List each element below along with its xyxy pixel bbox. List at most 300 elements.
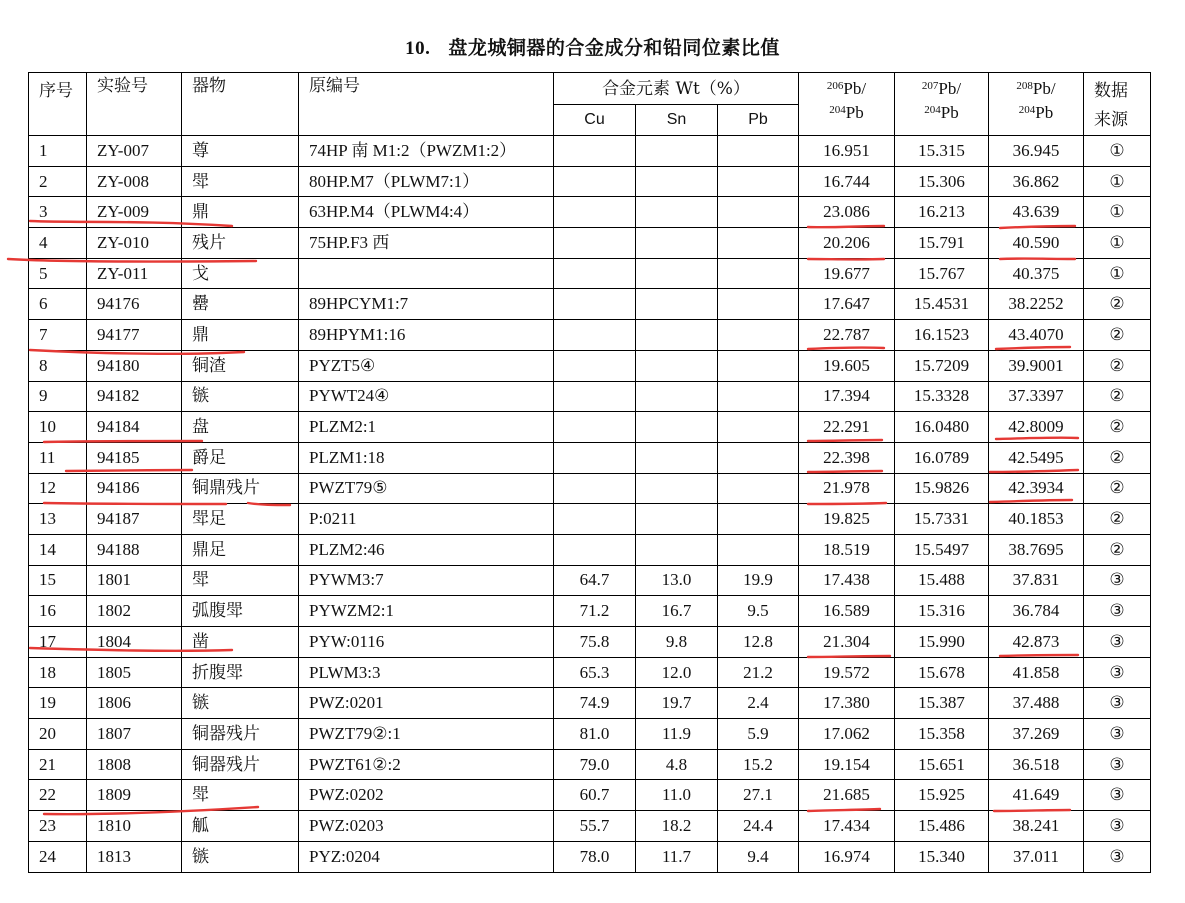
source-cell: ③: [1084, 719, 1151, 750]
pb-cell: [718, 534, 799, 565]
orig-id-cell: PYWZM2:1: [299, 596, 554, 627]
artifact-cell: 斝: [182, 565, 299, 596]
orig-id-cell: PLWM3:3: [299, 657, 554, 688]
pb-cell: [718, 442, 799, 473]
pb-cell: [718, 473, 799, 504]
source-cell: ③: [1084, 749, 1151, 780]
seq-cell: 9: [29, 381, 87, 412]
lab-id-cell: 94188: [87, 534, 182, 565]
artifact-cell: 镞: [182, 688, 299, 719]
lab-id-cell: 1802: [87, 596, 182, 627]
orig-id-cell: 63HP.M4（PLWM4:4）: [299, 197, 554, 228]
sn-cell: [636, 473, 718, 504]
ratio-207-cell: 15.651: [895, 749, 989, 780]
ratio-207-cell: 15.316: [895, 596, 989, 627]
artifact-cell: 铜器残片: [182, 719, 299, 750]
ratio-208-cell: 41.649: [989, 780, 1084, 811]
seq-cell: 22: [29, 780, 87, 811]
seq-cell: 3: [29, 197, 87, 228]
lab-id-cell: ZY-008: [87, 166, 182, 197]
source-cell: ①: [1084, 228, 1151, 259]
ratio-207-cell: 16.1523: [895, 320, 989, 351]
sn-cell: 16.7: [636, 596, 718, 627]
ratio-208-cell: 41.858: [989, 657, 1084, 688]
ratio-208-cell: 38.2252: [989, 289, 1084, 320]
cu-cell: [554, 350, 636, 381]
pb-cell: 19.9: [718, 565, 799, 596]
pb-cell: 12.8: [718, 627, 799, 658]
header-orig-id: 原编号: [299, 73, 554, 136]
orig-id-cell: PWZ:0203: [299, 811, 554, 842]
ratio-207-cell: 15.5497: [895, 534, 989, 565]
pb-cell: 5.9: [718, 719, 799, 750]
orig-id-cell: 80HP.M7（PLWM7:1）: [299, 166, 554, 197]
table-row: [29, 412, 1151, 443]
lab-id-cell: 1805: [87, 657, 182, 688]
seq-cell: 13: [29, 504, 87, 535]
cu-cell: 55.7: [554, 811, 636, 842]
sn-cell: 12.0: [636, 657, 718, 688]
ratio-207-cell: 16.0480: [895, 412, 989, 443]
artifact-cell: 镞: [182, 381, 299, 412]
ratio-206-cell: 17.647: [799, 289, 895, 320]
cu-cell: [554, 197, 636, 228]
sn-cell: [636, 197, 718, 228]
seq-cell: 7: [29, 320, 87, 351]
pb-cell: [718, 228, 799, 259]
header-cu: Cu: [554, 105, 636, 136]
table-row: [29, 657, 1151, 688]
pb-cell: [718, 166, 799, 197]
header-206-204: $^{206}$Pb/ $^{204}$Pb: [799, 73, 895, 136]
seq-cell: 6: [29, 289, 87, 320]
lab-id-cell: 94182: [87, 381, 182, 412]
lab-id-cell: 94184: [87, 412, 182, 443]
ratio-206-cell: 22.398: [799, 442, 895, 473]
ratio-206-cell: 17.062: [799, 719, 895, 750]
ratio-206-cell: 19.825: [799, 504, 895, 535]
cu-cell: [554, 442, 636, 473]
cu-cell: [554, 534, 636, 565]
ratio-206-cell: 23.086: [799, 197, 895, 228]
ratio-206-cell: 17.434: [799, 811, 895, 842]
sn-cell: [636, 289, 718, 320]
lab-id-cell: ZY-011: [87, 258, 182, 289]
source-cell: ①: [1084, 258, 1151, 289]
cu-cell: 64.7: [554, 565, 636, 596]
sn-cell: [636, 504, 718, 535]
artifact-cell: 鼎: [182, 197, 299, 228]
pb-cell: [718, 381, 799, 412]
table-caption: 盘龙城铜器的合金成分和铅同位素比值: [448, 37, 780, 59]
orig-id-cell: PWZT79⑤: [299, 473, 554, 504]
lab-id-cell: 1806: [87, 688, 182, 719]
source-cell: ③: [1084, 657, 1151, 688]
cu-cell: [554, 381, 636, 412]
seq-cell: 2: [29, 166, 87, 197]
seq-cell: 12: [29, 473, 87, 504]
table-title: [0, 33, 1185, 60]
pb-cell: [718, 320, 799, 351]
artifact-cell: 铜器残片: [182, 749, 299, 780]
ratio-206-cell: 19.154: [799, 749, 895, 780]
ratio-206-cell: 21.978: [799, 473, 895, 504]
table-row: [29, 504, 1151, 535]
source-cell: ③: [1084, 780, 1151, 811]
lab-id-cell: 1801: [87, 565, 182, 596]
ratio-206-cell: 21.685: [799, 780, 895, 811]
sn-cell: 13.0: [636, 565, 718, 596]
source-cell: ③: [1084, 627, 1151, 658]
pb-cell: 15.2: [718, 749, 799, 780]
sn-cell: [636, 228, 718, 259]
artifact-cell: 戈: [182, 258, 299, 289]
source-cell: ③: [1084, 811, 1151, 842]
alloy-isotope-table: [28, 72, 1151, 873]
header-pb: Pb: [718, 105, 799, 136]
artifact-cell: 罍: [182, 289, 299, 320]
ratio-208-cell: 37.3397: [989, 381, 1084, 412]
orig-id-cell: [299, 258, 554, 289]
table-row: [29, 166, 1151, 197]
ratio-207-cell: 15.306: [895, 166, 989, 197]
lab-id-cell: 1804: [87, 627, 182, 658]
cu-cell: [554, 136, 636, 167]
ratio-206-cell: 17.394: [799, 381, 895, 412]
lab-id-cell: 1808: [87, 749, 182, 780]
table-row: [29, 596, 1151, 627]
artifact-cell: 鼎足: [182, 534, 299, 565]
source-cell: ①: [1084, 166, 1151, 197]
pb-cell: 21.2: [718, 657, 799, 688]
sn-cell: [636, 258, 718, 289]
lab-id-cell: 1810: [87, 811, 182, 842]
table-row: [29, 258, 1151, 289]
pb-cell: 2.4: [718, 688, 799, 719]
orig-id-cell: PWZ:0201: [299, 688, 554, 719]
sn-cell: [636, 350, 718, 381]
table-row: [29, 350, 1151, 381]
sn-cell: 9.8: [636, 627, 718, 658]
lab-id-cell: ZY-010: [87, 228, 182, 259]
ratio-208-cell: 37.831: [989, 565, 1084, 596]
source-cell: ②: [1084, 473, 1151, 504]
lab-id-cell: 94176: [87, 289, 182, 320]
lab-id-cell: 94180: [87, 350, 182, 381]
pb-cell: [718, 197, 799, 228]
ratio-208-cell: 37.011: [989, 841, 1084, 872]
orig-id-cell: 75HP.F3 西: [299, 228, 554, 259]
pb-cell: 24.4: [718, 811, 799, 842]
header-alloy-group: 合金元素 Wt（%）: [554, 73, 799, 105]
source-cell: ②: [1084, 381, 1151, 412]
table-row: [29, 473, 1151, 504]
pb-cell: [718, 350, 799, 381]
ratio-208-cell: 42.3934: [989, 473, 1084, 504]
ratio-208-cell: 40.1853: [989, 504, 1084, 535]
seq-cell: 17: [29, 627, 87, 658]
source-cell: ③: [1084, 841, 1151, 872]
ratio-208-cell: 38.241: [989, 811, 1084, 842]
cu-cell: 74.9: [554, 688, 636, 719]
orig-id-cell: PWZ:0202: [299, 780, 554, 811]
seq-cell: 5: [29, 258, 87, 289]
ratio-206-cell: 16.974: [799, 841, 895, 872]
artifact-cell: 残片: [182, 228, 299, 259]
pb-cell: [718, 412, 799, 443]
lab-id-cell: 94177: [87, 320, 182, 351]
ratio-207-cell: 15.767: [895, 258, 989, 289]
lab-id-cell: ZY-007: [87, 136, 182, 167]
ratio-208-cell: 40.590: [989, 228, 1084, 259]
lab-id-cell: 1809: [87, 780, 182, 811]
seq-cell: 8: [29, 350, 87, 381]
source-cell: ②: [1084, 289, 1151, 320]
ratio-207-cell: 15.3328: [895, 381, 989, 412]
ratio-206-cell: 20.206: [799, 228, 895, 259]
cu-cell: 71.2: [554, 596, 636, 627]
sn-cell: 18.2: [636, 811, 718, 842]
seq-cell: 16: [29, 596, 87, 627]
seq-cell: 19: [29, 688, 87, 719]
seq-cell: 11: [29, 442, 87, 473]
orig-id-cell: 74HP 南 M1:2（PWZM1:2）: [299, 136, 554, 167]
cu-cell: 65.3: [554, 657, 636, 688]
cu-cell: [554, 504, 636, 535]
pb-cell: [718, 258, 799, 289]
table-row: [29, 136, 1151, 167]
table-row: [29, 320, 1151, 351]
sn-cell: 11.0: [636, 780, 718, 811]
table-row: [29, 780, 1151, 811]
artifact-cell: 斝: [182, 166, 299, 197]
seq-cell: 4: [29, 228, 87, 259]
artifact-cell: 折腹斝: [182, 657, 299, 688]
ratio-206-cell: 17.380: [799, 688, 895, 719]
table-row: [29, 811, 1151, 842]
artifact-cell: 斝足: [182, 504, 299, 535]
header-207-204: $^{207}$Pb/ $^{204}$Pb: [895, 73, 989, 136]
artifact-cell: 镞: [182, 841, 299, 872]
source-cell: ③: [1084, 565, 1151, 596]
ratio-207-cell: 15.315: [895, 136, 989, 167]
artifact-cell: 盘: [182, 412, 299, 443]
ratio-208-cell: 39.9001: [989, 350, 1084, 381]
ratio-208-cell: 36.784: [989, 596, 1084, 627]
table-row: [29, 381, 1151, 412]
header-source: 数据来源: [1084, 73, 1151, 136]
seq-cell: 24: [29, 841, 87, 872]
header-seq: 序号: [29, 73, 87, 136]
pb-cell: 9.5: [718, 596, 799, 627]
ratio-207-cell: 16.213: [895, 197, 989, 228]
ratio-208-cell: 38.7695: [989, 534, 1084, 565]
ratio-208-cell: 37.488: [989, 688, 1084, 719]
table-row: [29, 565, 1151, 596]
source-cell: ②: [1084, 534, 1151, 565]
sn-cell: [636, 320, 718, 351]
artifact-cell: 斝: [182, 780, 299, 811]
ratio-206-cell: 17.438: [799, 565, 895, 596]
header-sn: Sn: [636, 105, 718, 136]
source-cell: ②: [1084, 320, 1151, 351]
pb-cell: 9.4: [718, 841, 799, 872]
orig-id-cell: PYZT5④: [299, 350, 554, 381]
header-artifact: 器物: [182, 73, 299, 136]
artifact-cell: 爵足: [182, 442, 299, 473]
source-cell: ③: [1084, 688, 1151, 719]
orig-id-cell: PLZM2:1: [299, 412, 554, 443]
table-row: [29, 627, 1151, 658]
table-row: [29, 688, 1151, 719]
ratio-207-cell: 15.7331: [895, 504, 989, 535]
sn-cell: 4.8: [636, 749, 718, 780]
cu-cell: 75.8: [554, 627, 636, 658]
lab-id-cell: 1807: [87, 719, 182, 750]
source-cell: ②: [1084, 504, 1151, 535]
source-cell: ③: [1084, 596, 1151, 627]
ratio-206-cell: 21.304: [799, 627, 895, 658]
lab-id-cell: ZY-009: [87, 197, 182, 228]
cu-cell: 78.0: [554, 841, 636, 872]
artifact-cell: 鼎: [182, 320, 299, 351]
orig-id-cell: PWZT61②:2: [299, 749, 554, 780]
sn-cell: [636, 136, 718, 167]
ratio-207-cell: 15.7209: [895, 350, 989, 381]
artifact-cell: 凿: [182, 627, 299, 658]
cu-cell: [554, 412, 636, 443]
artifact-cell: 铜渣: [182, 350, 299, 381]
ratio-208-cell: 37.269: [989, 719, 1084, 750]
orig-id-cell: PWZT79②:1: [299, 719, 554, 750]
table-row: [29, 534, 1151, 565]
table-number: 10.: [405, 38, 431, 59]
seq-cell: 14: [29, 534, 87, 565]
seq-cell: 21: [29, 749, 87, 780]
orig-id-cell: PLZM2:46: [299, 534, 554, 565]
seq-cell: 23: [29, 811, 87, 842]
ratio-208-cell: 40.375: [989, 258, 1084, 289]
cu-cell: [554, 228, 636, 259]
sn-cell: 19.7: [636, 688, 718, 719]
ratio-206-cell: 19.572: [799, 657, 895, 688]
table-row: [29, 719, 1151, 750]
seq-cell: 15: [29, 565, 87, 596]
pb-cell: 27.1: [718, 780, 799, 811]
orig-id-cell: 89HPCYM1:7: [299, 289, 554, 320]
orig-id-cell: PYWM3:7: [299, 565, 554, 596]
source-cell: ②: [1084, 442, 1151, 473]
cu-cell: [554, 289, 636, 320]
ratio-206-cell: 16.744: [799, 166, 895, 197]
artifact-cell: 铜鼎残片: [182, 473, 299, 504]
ratio-207-cell: 15.340: [895, 841, 989, 872]
seq-cell: 1: [29, 136, 87, 167]
ratio-207-cell: 16.0789: [895, 442, 989, 473]
ratio-206-cell: 19.677: [799, 258, 895, 289]
cu-cell: 79.0: [554, 749, 636, 780]
table-header: [29, 73, 1151, 136]
ratio-207-cell: 15.387: [895, 688, 989, 719]
sn-cell: [636, 534, 718, 565]
cu-cell: [554, 166, 636, 197]
ratio-208-cell: 42.5495: [989, 442, 1084, 473]
seq-cell: 18: [29, 657, 87, 688]
ratio-208-cell: 42.8009: [989, 412, 1084, 443]
orig-id-cell: 89HPYM1:16: [299, 320, 554, 351]
sn-cell: 11.9: [636, 719, 718, 750]
lab-id-cell: 94186: [87, 473, 182, 504]
ratio-207-cell: 15.486: [895, 811, 989, 842]
ratio-208-cell: 43.4070: [989, 320, 1084, 351]
ratio-206-cell: 18.519: [799, 534, 895, 565]
source-cell: ①: [1084, 136, 1151, 167]
cu-cell: [554, 258, 636, 289]
ratio-208-cell: 36.945: [989, 136, 1084, 167]
header-208-204: $^{208}$Pb/ $^{204}$Pb: [989, 73, 1084, 136]
ratio-206-cell: 22.291: [799, 412, 895, 443]
ratio-208-cell: 36.862: [989, 166, 1084, 197]
ratio-207-cell: 15.990: [895, 627, 989, 658]
orig-id-cell: PYW:0116: [299, 627, 554, 658]
ratio-207-cell: 15.678: [895, 657, 989, 688]
ratio-208-cell: 43.639: [989, 197, 1084, 228]
table-row: [29, 289, 1151, 320]
lab-id-cell: 94185: [87, 442, 182, 473]
seq-cell: 20: [29, 719, 87, 750]
ratio-208-cell: 42.873: [989, 627, 1084, 658]
artifact-cell: 弧腹斝: [182, 596, 299, 627]
cu-cell: [554, 473, 636, 504]
ratio-207-cell: 15.925: [895, 780, 989, 811]
cu-cell: 81.0: [554, 719, 636, 750]
lab-id-cell: 1813: [87, 841, 182, 872]
source-cell: ②: [1084, 412, 1151, 443]
ratio-206-cell: 16.589: [799, 596, 895, 627]
ratio-207-cell: 15.4531: [895, 289, 989, 320]
pb-cell: [718, 504, 799, 535]
ratio-206-cell: 19.605: [799, 350, 895, 381]
seq-cell: 10: [29, 412, 87, 443]
source-cell: ①: [1084, 197, 1151, 228]
sn-cell: [636, 166, 718, 197]
header-lab-id: 实验号: [87, 73, 182, 136]
orig-id-cell: P:0211: [299, 504, 554, 535]
ratio-207-cell: 15.358: [895, 719, 989, 750]
ratio-207-cell: 15.488: [895, 565, 989, 596]
orig-id-cell: PYWT24④: [299, 381, 554, 412]
artifact-cell: 觚: [182, 811, 299, 842]
sn-cell: [636, 381, 718, 412]
pb-cell: [718, 289, 799, 320]
sn-cell: 11.7: [636, 841, 718, 872]
table-row: [29, 749, 1151, 780]
orig-id-cell: PLZM1:18: [299, 442, 554, 473]
sn-cell: [636, 412, 718, 443]
table-row: [29, 197, 1151, 228]
table-row: [29, 442, 1151, 473]
cu-cell: 60.7: [554, 780, 636, 811]
source-cell: ②: [1084, 350, 1151, 381]
ratio-206-cell: 16.951: [799, 136, 895, 167]
ratio-207-cell: 15.9826: [895, 473, 989, 504]
sn-cell: [636, 442, 718, 473]
ratio-208-cell: 36.518: [989, 749, 1084, 780]
ratio-206-cell: 22.787: [799, 320, 895, 351]
pb-cell: [718, 136, 799, 167]
table-body: [29, 136, 1151, 873]
table-row: [29, 841, 1151, 872]
